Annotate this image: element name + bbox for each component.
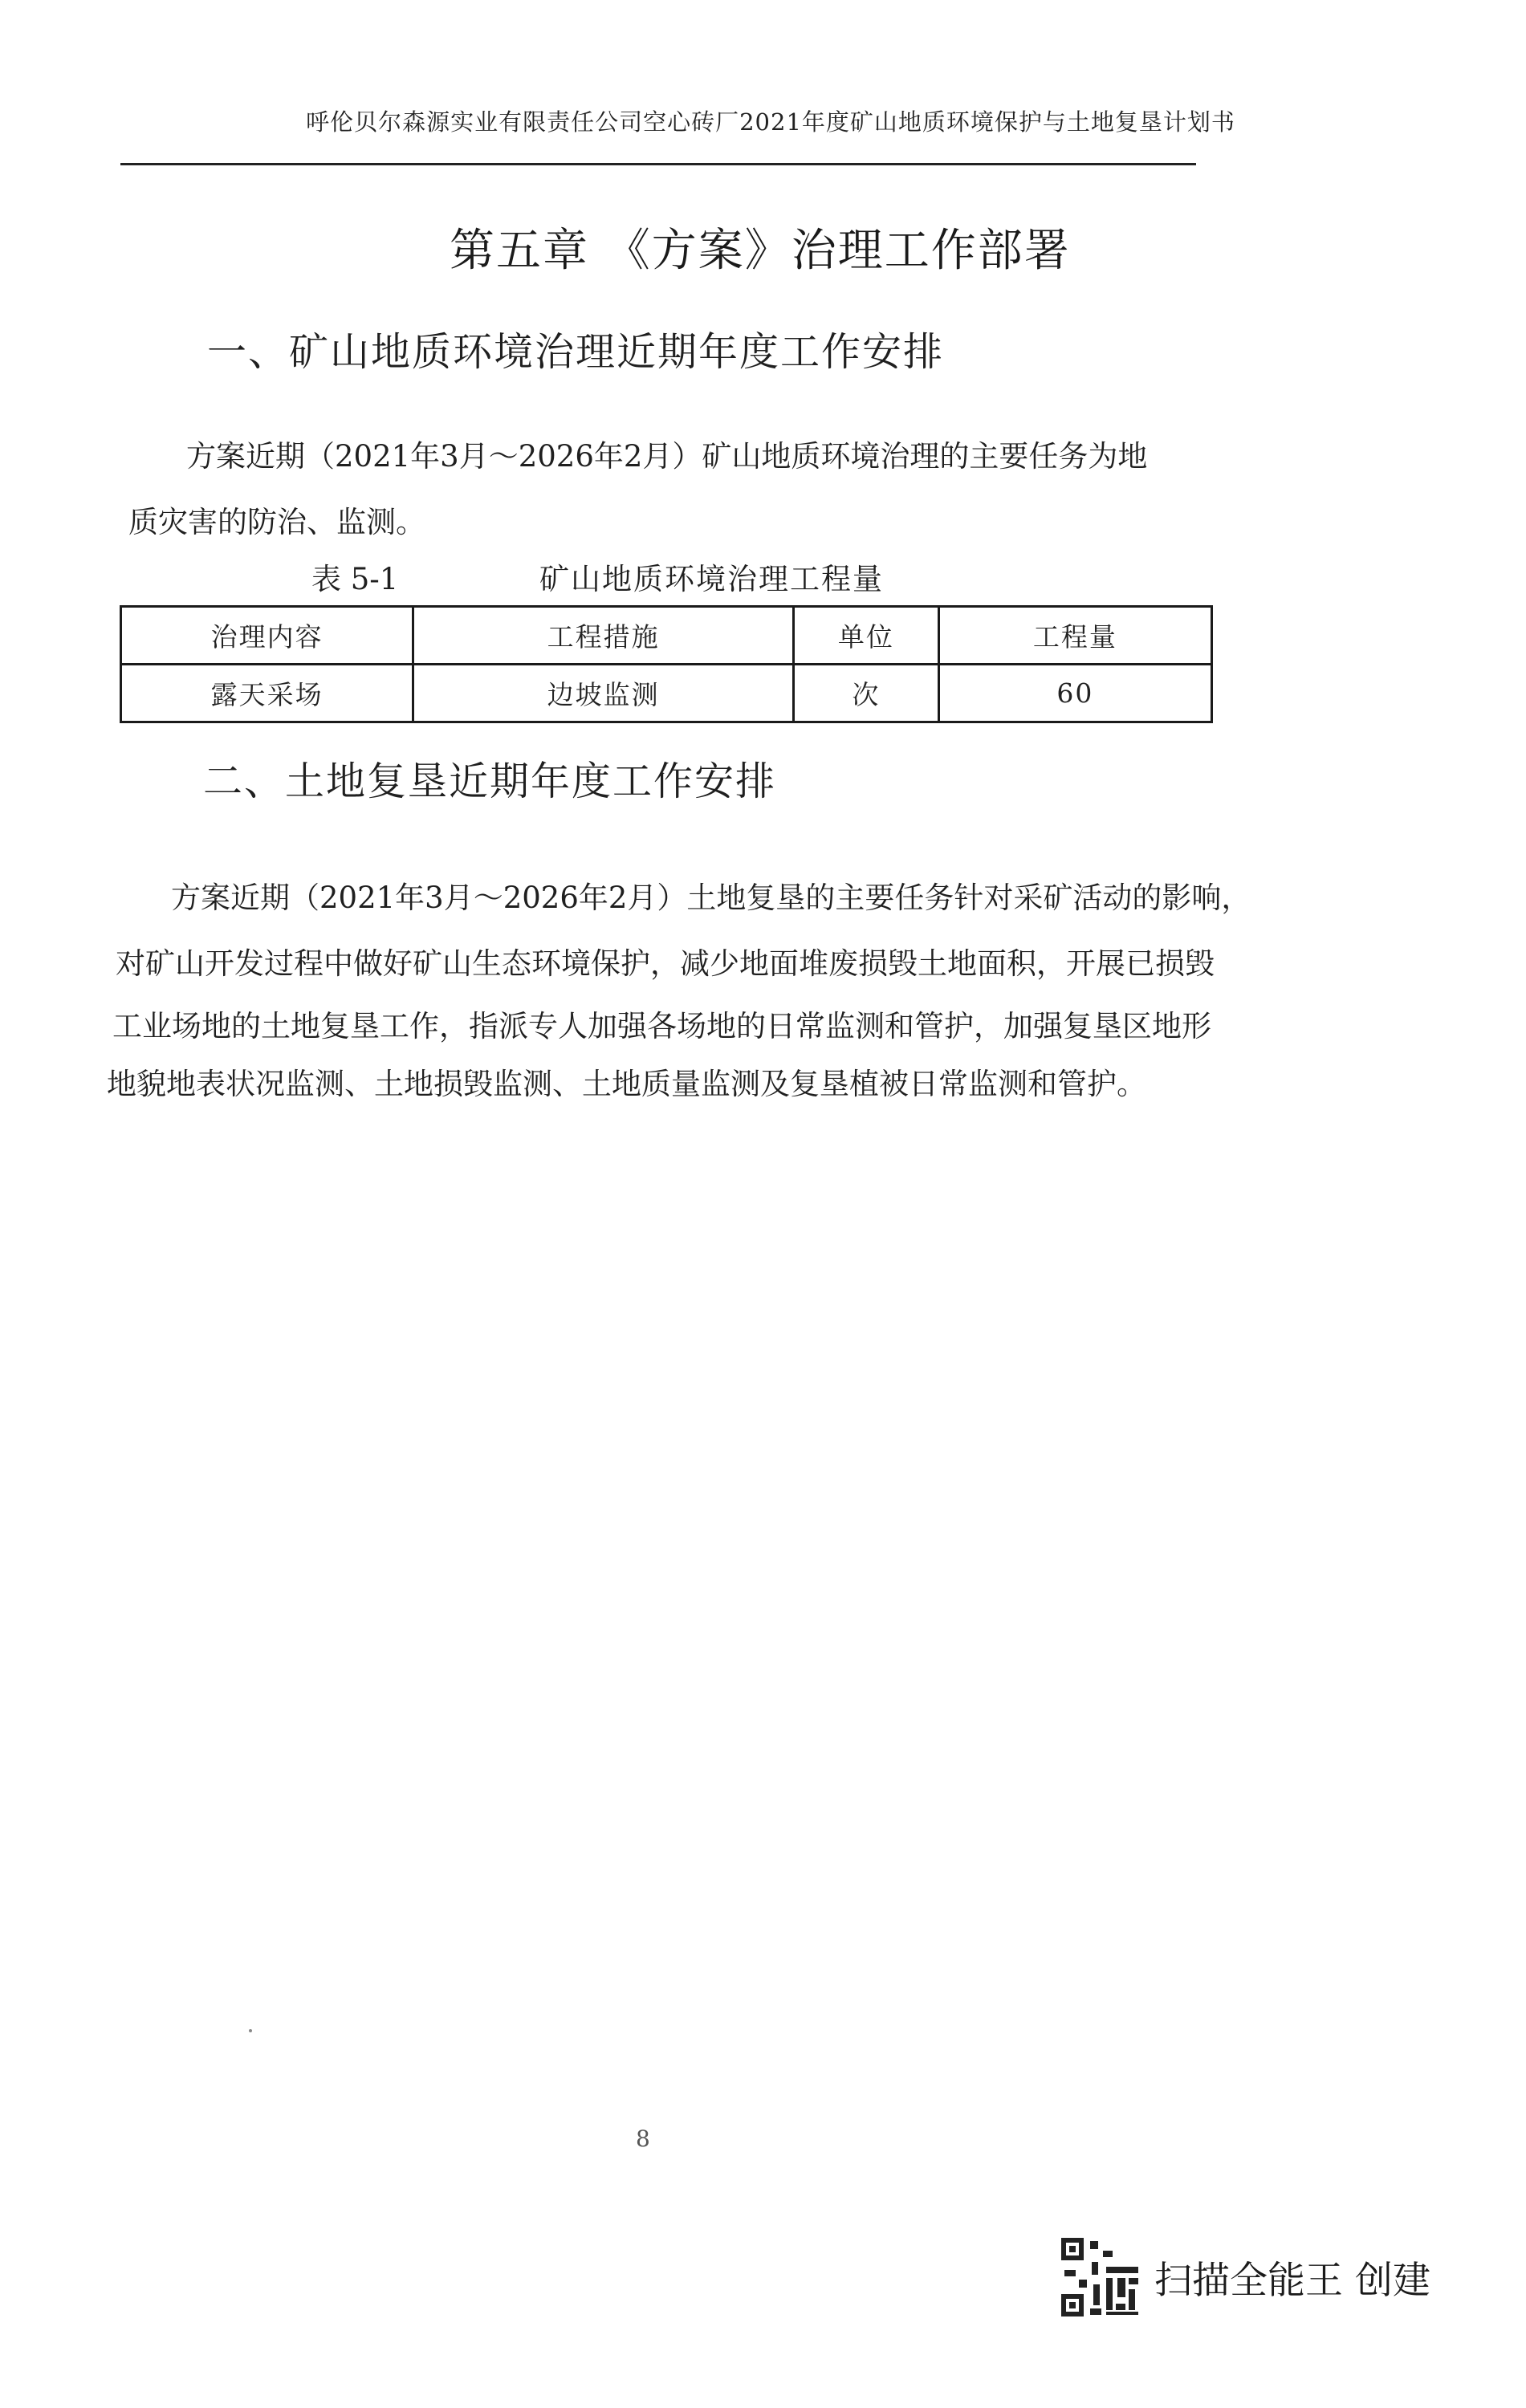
table-caption: 矿山地质环境治理工程量 (539, 562, 884, 596)
table-cell: 边坡监测 (413, 665, 794, 722)
section-heading-1: 一、矿山地质环境治理近期年度工作安排 (207, 329, 945, 375)
watermark-text: 扫描全能王 创建 (1154, 2258, 1430, 2303)
scan-speck (249, 2029, 252, 2032)
table-header-cell: 治理内容 (121, 607, 413, 665)
page-number: 8 (636, 2125, 650, 2152)
table-header-cell: 工程量 (938, 607, 1211, 665)
table-header-cell: 工程措施 (413, 607, 794, 665)
scanner-watermark (1061, 2238, 1430, 2316)
paragraph-line: 地貌地表状况监测、土地损毁监测、土地质量监测及复垦植被日常监测和管护。 (107, 1067, 1146, 1101)
paragraph-line: 方案近期（2021年3月～2026年2月）土地复垦的主要任务针对采矿活动的影响， (171, 881, 1251, 915)
table-cell: 60 (938, 665, 1211, 722)
table-cell: 次 (794, 665, 939, 722)
table-row (121, 665, 1212, 722)
paragraph-line: 对矿山开发过程中做好矿山生态环境保护，减少地面堆废损毁土地面积，开展已损毁 (116, 946, 1215, 981)
chapter-title: 第五章 《方案》治理工作部署 (450, 225, 1071, 277)
table-label: 表 5-1 (311, 562, 399, 596)
section-heading-2: 二、土地复垦近期年度工作安排 (203, 759, 777, 804)
header-rule (120, 163, 1196, 165)
table-header-row (121, 607, 1212, 665)
table-cell: 露天采场 (121, 665, 413, 722)
paragraph-line: 方案近期（2021年3月～2026年2月）矿山地质环境治理的主要任务为地 (186, 439, 1148, 474)
table-header-cell: 单位 (794, 607, 939, 665)
qr-logo-icon (1061, 2238, 1140, 2316)
works-table (120, 605, 1213, 723)
paragraph-line: 工业场地的土地复垦工作，指派专人加强各场地的日常监测和管护，加强复垦区地形 (112, 1009, 1211, 1043)
running-header: 呼伦贝尔森源实业有限责任公司空心砖厂2021年度矿山地质环境保护与土地复垦计划书 (306, 108, 1235, 136)
paragraph-line: 质灾害的防治、监测。 (128, 505, 425, 539)
